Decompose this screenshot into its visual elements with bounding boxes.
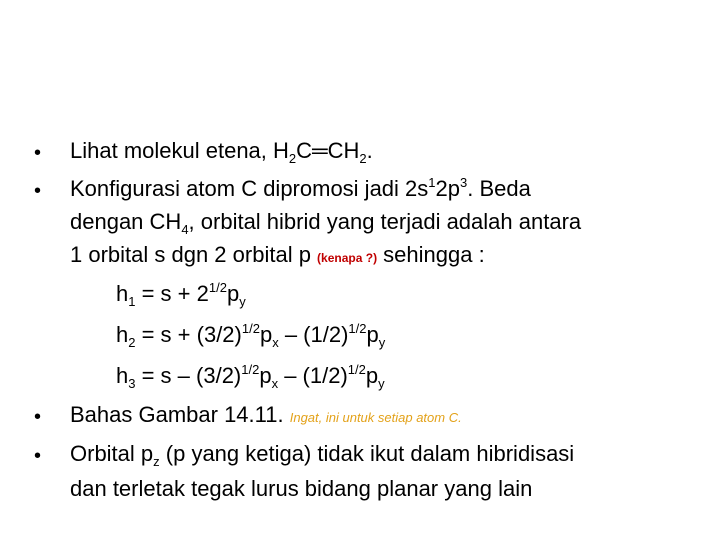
eq3-subx: x [271,376,279,391]
bullet-marker-4: • [34,445,42,467]
bullet-2-line-3 [70,244,485,266]
bullet-2-line-2 [70,209,582,237]
bullet-marker-2: • [34,180,42,202]
eq3-sup2: 1/2 [347,362,366,377]
b2-l1-t2: 2p [435,176,460,201]
eq2-sup2: 1/2 [348,321,367,336]
b2-l1-sup2: 3 [460,175,468,190]
b1-text3: . [366,138,373,163]
eq2-t1: = s + (3/2) [135,322,242,347]
b3-text: Bahas Gambar 14.11. [70,402,290,427]
b2-l2-t1: dengan CH [70,209,182,234]
b2-l2-t2: , orbital hibrid yang terjadi adalah antara [188,209,582,234]
equation-h2 [116,321,386,350]
eq3-h: h [116,363,129,388]
b4-l1-sub: z [153,454,160,469]
b2-l1-t3: . Beda [467,176,531,201]
eq1-t1: = s + 2 [135,281,209,306]
bullet-2-line-1 [70,175,531,201]
eq2-h: h [116,322,129,347]
eq2-suby: y [378,335,386,350]
b2-l3-note: (kenapa ?) [317,251,378,265]
eq3-suby: y [378,376,385,391]
b1-sub1: 2 [288,151,297,166]
eq3-sub: 3 [128,376,136,391]
bullet-marker-1: • [34,142,42,164]
eq1-t2: p [226,281,240,306]
bullet-marker-3: • [34,406,42,428]
b3-note: Ingat, ini untuk setiap atom C. [289,410,462,425]
eq2-sup1: 1/2 [241,321,260,336]
b1-text1: Lihat molekul etena, H [70,138,289,163]
b2-l3-t1: 1 orbital s dgn 2 orbital p [70,242,318,267]
b1-text2: C═CH [296,138,360,163]
eq3-t2: p [259,363,272,388]
b2-l1-t1: Konfigurasi atom C dipromosi jadi 2s [70,176,429,201]
eq2-sub: 2 [128,335,136,350]
b4-l1-t1: Orbital p [70,441,154,466]
eq2-t3: – (1/2) [278,322,349,347]
bullet-4-line-2: dan terletak tegak lurus bidang planar yang lain [70,476,533,501]
eq2-subx: x [272,335,279,350]
b2-l1-sup1: 1 [428,175,436,190]
eq1-h: h [116,281,129,306]
eq3-t1: = s – (3/2) [135,363,242,388]
equation-h3 [116,362,385,391]
eq1-sup: 1/2 [208,280,227,295]
b1-sub2: 2 [359,151,367,166]
eq1-sub: 1 [128,294,136,309]
equation-h1 [116,280,246,309]
eq3-t3: – (1/2) [278,363,348,388]
bullet-4-line-1 [70,441,575,469]
bullet-1-text [70,138,373,166]
eq1-sub2: y [239,294,246,309]
eq3-t4: p [365,363,379,388]
b2-l3-t2: sehingga : [377,242,485,267]
eq2-t2: p [259,322,273,347]
b4-l1-t2: (p yang ketiga) tidak ikut dalam hibridisasi [159,441,575,466]
eq2-t4: p [366,322,379,347]
b2-l2-sub1: 4 [181,222,189,237]
eq3-sup1: 1/2 [241,362,260,377]
bullet-3-text [70,404,462,426]
